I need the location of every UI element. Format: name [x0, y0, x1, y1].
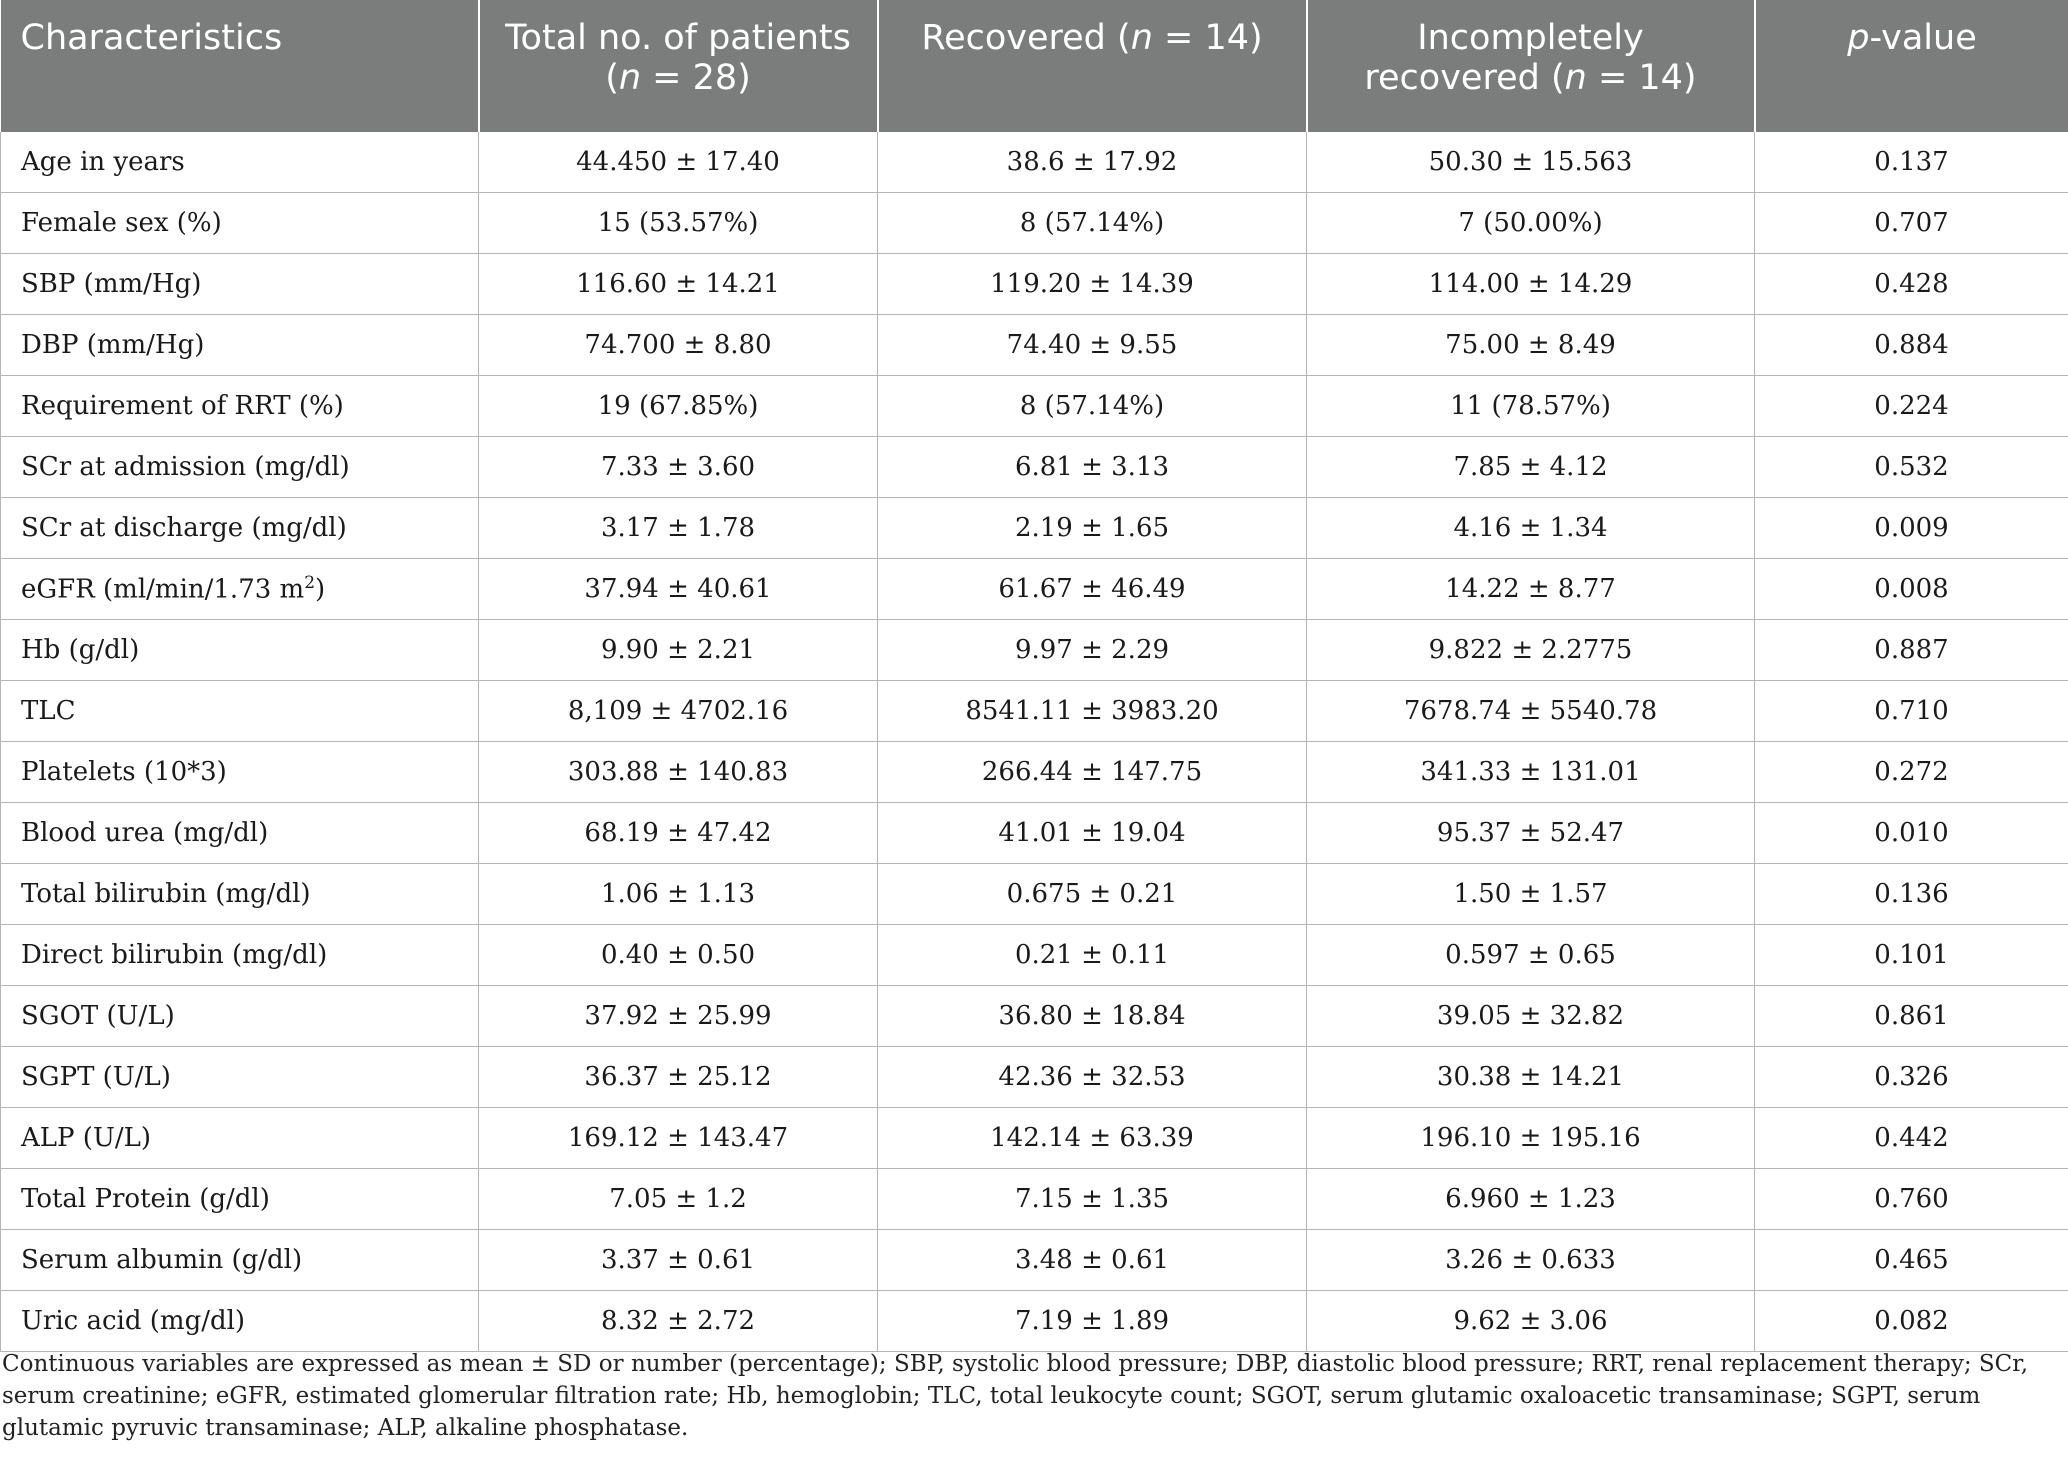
total-value: 74.700 ± 8.80 — [479, 315, 878, 376]
header-total-prefix: Total no. of patients — [505, 18, 851, 58]
recovered-value: 6.81 ± 3.13 — [878, 437, 1307, 498]
recovered-value: 7.19 ± 1.89 — [878, 1291, 1307, 1352]
table-row — [1, 1291, 2068, 1352]
recovered-value: 36.80 ± 18.84 — [878, 986, 1307, 1047]
incomplete-value: 95.37 ± 52.47 — [1307, 803, 1755, 864]
table-row — [1, 559, 2068, 620]
header-incomplete-suffix: = 14) — [1586, 58, 1697, 98]
table-row — [1, 1108, 2068, 1169]
incomplete-value: 9.822 ± 2.2775 — [1307, 620, 1755, 681]
table-row — [1, 315, 2068, 376]
recovered-value: 0.675 ± 0.21 — [878, 864, 1307, 925]
row-label: DBP (mm/Hg) — [1, 315, 479, 376]
p-value: 0.532 — [1755, 437, 2068, 498]
incomplete-value: 50.30 ± 15.563 — [1307, 132, 1755, 193]
total-value: 1.06 ± 1.13 — [479, 864, 878, 925]
total-value: 0.40 ± 0.50 — [479, 925, 878, 986]
table-row — [1, 193, 2068, 254]
total-value: 116.60 ± 14.21 — [479, 254, 878, 315]
recovered-value: 3.48 ± 0.61 — [878, 1230, 1307, 1291]
incomplete-value: 196.10 ± 195.16 — [1307, 1108, 1755, 1169]
table-row — [1, 986, 2068, 1047]
header-incomplete-prefix: recovered ( — [1364, 58, 1565, 98]
table-row — [1, 132, 2068, 193]
recovered-value: 9.97 ± 2.29 — [878, 620, 1307, 681]
recovered-value: 119.20 ± 14.39 — [878, 254, 1307, 315]
table-footnote: Continuous variables are expressed as mean ± SD or number (percentage); SBP, systolic blood pressure; DBP, diastolic blood pressure; RRT, renal replacement therapy; SCr, serum creatinine; eGFR, estimated glomerular filtration rate; Hb, hemoglobin; TLC, total leukocyte count; SGOT, serum glutamic oxaloacetic transaminase; SGPT, serum glutamic pyruvic transaminase; ALP, alkaline phosphatase. — [2, 1351, 2029, 1441]
p-value: 0.101 — [1755, 925, 2068, 986]
p-value: 0.442 — [1755, 1108, 2068, 1169]
incomplete-value: 9.62 ± 3.06 — [1307, 1291, 1755, 1352]
header-row — [1, 0, 2068, 132]
incomplete-value: 14.22 ± 8.77 — [1307, 559, 1755, 620]
total-value: 19 (67.85%) — [479, 376, 878, 437]
incomplete-value: 75.00 ± 8.49 — [1307, 315, 1755, 376]
row-label — [1, 559, 479, 620]
p-value: 0.224 — [1755, 376, 2068, 437]
header-incomplete-n: n — [1564, 58, 1587, 98]
total-value: 68.19 ± 47.42 — [479, 803, 878, 864]
incomplete-value: 30.38 ± 14.21 — [1307, 1047, 1755, 1108]
incomplete-value: 0.597 ± 0.65 — [1307, 925, 1755, 986]
table-row — [1, 1169, 2068, 1230]
total-value: 15 (53.57%) — [479, 193, 878, 254]
row-label: SCr at discharge (mg/dl) — [1, 498, 479, 559]
p-value: 0.008 — [1755, 559, 2068, 620]
incomplete-value: 11 (78.57%) — [1307, 376, 1755, 437]
incomplete-value: 1.50 ± 1.57 — [1307, 864, 1755, 925]
table-row — [1, 254, 2068, 315]
recovered-value: 42.36 ± 32.53 — [878, 1047, 1307, 1108]
recovered-value: 7.15 ± 1.35 — [878, 1169, 1307, 1230]
p-value: 0.707 — [1755, 193, 2068, 254]
row-label: SCr at admission (mg/dl) — [1, 437, 479, 498]
header-p-italic: p — [1847, 18, 1870, 58]
p-value: 0.760 — [1755, 1169, 2068, 1230]
total-value: 3.37 ± 0.61 — [479, 1230, 878, 1291]
header-recovered-suffix: = 14) — [1152, 18, 1263, 58]
row-label: TLC — [1, 681, 479, 742]
total-value: 36.37 ± 25.12 — [479, 1047, 878, 1108]
incomplete-value: 341.33 ± 131.01 — [1307, 742, 1755, 803]
row-label: Total bilirubin (mg/dl) — [1, 864, 479, 925]
header-recovered — [878, 0, 1307, 132]
row-label: Female sex (%) — [1, 193, 479, 254]
header-recovered-prefix: Recovered ( — [921, 18, 1131, 58]
table-row — [1, 498, 2068, 559]
table-row — [1, 376, 2068, 437]
p-value: 0.010 — [1755, 803, 2068, 864]
row-label: ALP (U/L) — [1, 1108, 479, 1169]
recovered-value: 41.01 ± 19.04 — [878, 803, 1307, 864]
recovered-value: 38.6 ± 17.92 — [878, 132, 1307, 193]
total-value: 37.94 ± 40.61 — [479, 559, 878, 620]
incomplete-value: 4.16 ± 1.34 — [1307, 498, 1755, 559]
row-label: Serum albumin (g/dl) — [1, 1230, 479, 1291]
row-label: Age in years — [1, 132, 479, 193]
p-value: 0.884 — [1755, 315, 2068, 376]
total-value: 9.90 ± 2.21 — [479, 620, 878, 681]
recovered-value: 2.19 ± 1.65 — [878, 498, 1307, 559]
table-row — [1, 620, 2068, 681]
total-value: 8.32 ± 2.72 — [479, 1291, 878, 1352]
total-value: 37.92 ± 25.99 — [479, 986, 878, 1047]
row-label: Total Protein (g/dl) — [1, 1169, 479, 1230]
header-incomplete-line1: Incompletely — [1417, 18, 1644, 58]
table-row — [1, 1230, 2068, 1291]
row-label: SGPT (U/L) — [1, 1047, 479, 1108]
table-row — [1, 1047, 2068, 1108]
header-p-value — [1755, 0, 2068, 132]
row-label-superscript: 2 — [304, 573, 316, 594]
p-value: 0.428 — [1755, 254, 2068, 315]
total-value: 169.12 ± 143.47 — [479, 1108, 878, 1169]
header-characteristics — [1, 0, 479, 132]
p-value: 0.887 — [1755, 620, 2068, 681]
incomplete-value: 7 (50.00%) — [1307, 193, 1755, 254]
header-incomplete — [1307, 0, 1755, 132]
table-row — [1, 864, 2068, 925]
header-total-suffix: = 28) — [641, 58, 751, 98]
p-value: 0.326 — [1755, 1047, 2068, 1108]
recovered-value: 74.40 ± 9.55 — [878, 315, 1307, 376]
p-value: 0.861 — [1755, 986, 2068, 1047]
table-row — [1, 742, 2068, 803]
incomplete-value: 39.05 ± 32.82 — [1307, 986, 1755, 1047]
recovered-value: 266.44 ± 147.75 — [878, 742, 1307, 803]
recovered-value: 0.21 ± 0.11 — [878, 925, 1307, 986]
row-label: Platelets (10*3) — [1, 742, 479, 803]
row-label: Hb (g/dl) — [1, 620, 479, 681]
row-label-main: eGFR (ml/min/1.73 m — [21, 574, 305, 605]
incomplete-value: 114.00 ± 14.29 — [1307, 254, 1755, 315]
table-body — [1, 132, 2068, 1352]
table-row — [1, 925, 2068, 986]
table-header — [1, 0, 2068, 132]
p-value: 0.710 — [1755, 681, 2068, 742]
recovered-value: 8 (57.14%) — [878, 193, 1307, 254]
row-label: Uric acid (mg/dl) — [1, 1291, 479, 1352]
header-recovered-n: n — [1130, 18, 1153, 58]
row-label: Direct bilirubin (mg/dl) — [1, 925, 479, 986]
table-row — [1, 681, 2068, 742]
header-total-open: ( — [605, 58, 619, 98]
row-label: SBP (mm/Hg) — [1, 254, 479, 315]
recovered-value: 8541.11 ± 3983.20 — [878, 681, 1307, 742]
table-row — [1, 803, 2068, 864]
header-total — [479, 0, 878, 132]
header-characteristics-label: Characteristics — [20, 18, 283, 58]
total-value: 44.450 ± 17.40 — [479, 132, 878, 193]
p-value: 0.136 — [1755, 864, 2068, 925]
row-label: Requirement of RRT (%) — [1, 376, 479, 437]
p-value: 0.137 — [1755, 132, 2068, 193]
p-value: 0.009 — [1755, 498, 2068, 559]
total-value: 8,109 ± 4702.16 — [479, 681, 878, 742]
total-value: 303.88 ± 140.83 — [479, 742, 878, 803]
recovered-value: 8 (57.14%) — [878, 376, 1307, 437]
recovered-value: 61.67 ± 46.49 — [878, 559, 1307, 620]
incomplete-value: 3.26 ± 0.633 — [1307, 1230, 1755, 1291]
incomplete-value: 7678.74 ± 5540.78 — [1307, 681, 1755, 742]
row-label: Blood urea (mg/dl) — [1, 803, 479, 864]
total-value: 7.33 ± 3.60 — [479, 437, 878, 498]
header-p-suffix: -value — [1869, 18, 1977, 58]
header-total-n: n — [618, 58, 642, 98]
total-value: 7.05 ± 1.2 — [479, 1169, 878, 1230]
row-label: SGOT (U/L) — [1, 986, 479, 1047]
row-label-end: ) — [315, 574, 326, 605]
p-value: 0.465 — [1755, 1230, 2068, 1291]
recovered-value: 142.14 ± 63.39 — [878, 1108, 1307, 1169]
total-value: 3.17 ± 1.78 — [479, 498, 878, 559]
p-value: 0.272 — [1755, 742, 2068, 803]
incomplete-value: 7.85 ± 4.12 — [1307, 437, 1755, 498]
table-row — [1, 437, 2068, 498]
p-value: 0.082 — [1755, 1291, 2068, 1352]
incomplete-value: 6.960 ± 1.23 — [1307, 1169, 1755, 1230]
